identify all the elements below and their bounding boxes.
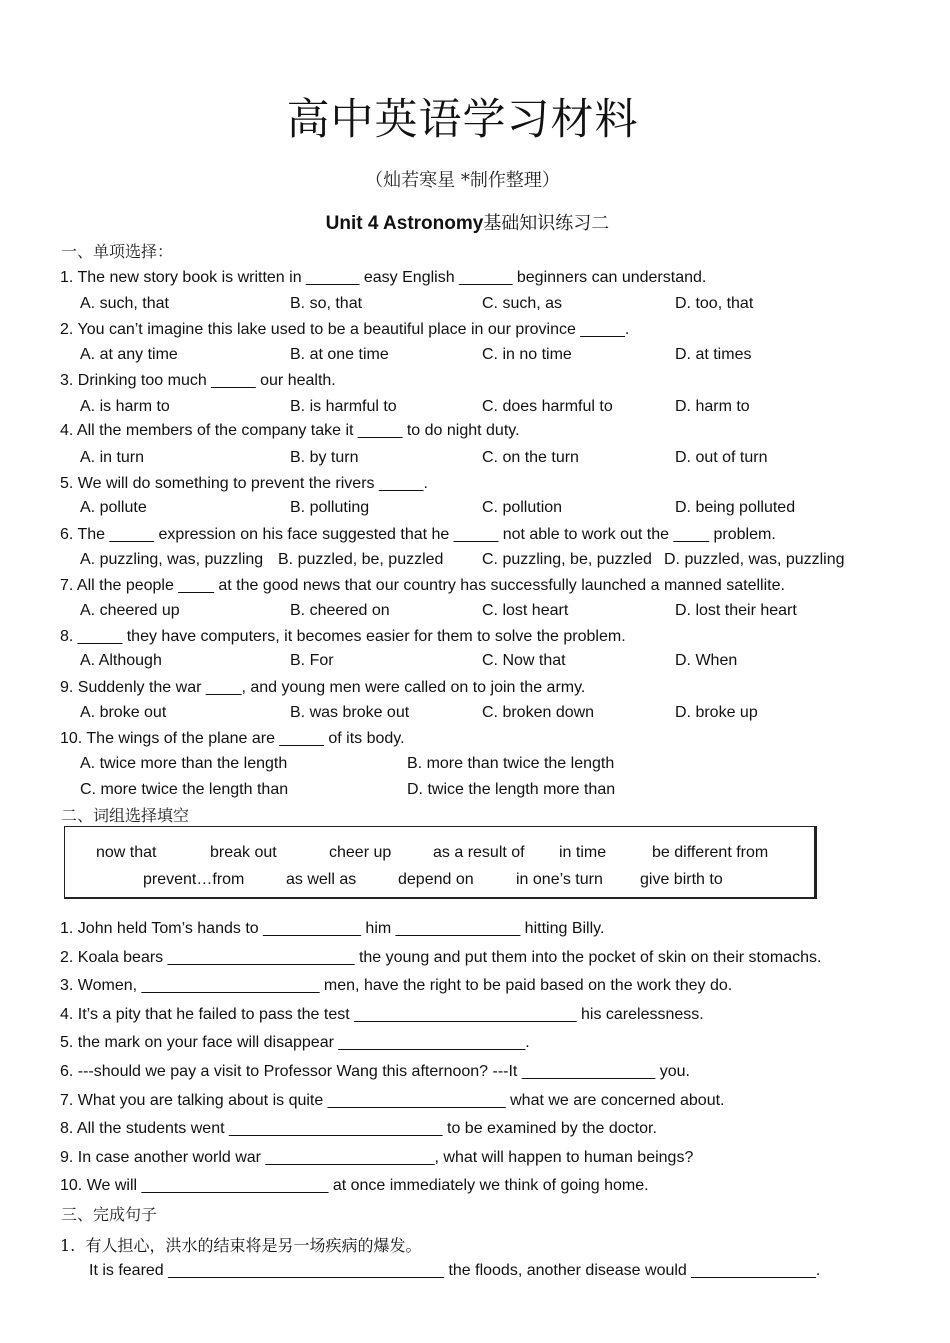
option-3b: B. is harmful to — [290, 398, 397, 415]
unit-title-cn: 基础知识练习二 — [483, 213, 610, 234]
complete-sentence-1-en: It is feared _______________________________ the floods, another disease would ______________. — [89, 1262, 821, 1279]
option-5b: B. polluting — [290, 499, 370, 516]
question-1: 1. The new story book is written in ______ easy English ______ beginners can understand. — [60, 269, 707, 286]
section2-heading: 二、词组选择填空 — [61, 806, 190, 825]
question-7: 7. All the people ____ at the good news that our country has successfully launched a manned satellite. — [60, 577, 785, 594]
question-8: 8. _____ they have computers, it becomes easier for them to solve the problem. — [60, 628, 626, 645]
unit-title-en: Unit 4 Astronomy — [325, 213, 484, 234]
question-3: 3. Drinking too much _____ our health. — [60, 372, 336, 389]
option-2b: B. at one time — [290, 346, 389, 363]
option-9b: B. was broke out — [290, 704, 410, 721]
phrase-give-birth-to: give birth to — [640, 871, 723, 888]
option-1a: A. such, that — [80, 295, 169, 312]
option-10d: D. twice the length more than — [407, 781, 616, 798]
option-4a: A. in turn — [80, 449, 145, 466]
option-1b: B. so, that — [290, 295, 363, 312]
fill-sentence-2: 2. Koala bears _____________________ the young and put them into the pocket of skin on their stomachs. — [60, 949, 822, 966]
phrase-now-that: now that — [96, 844, 157, 861]
option-10b: B. more than twice the length — [407, 755, 615, 772]
option-9a: A. broke out — [80, 704, 167, 721]
fill-sentence-10: 10. We will _____________________ at once immediately we think of going home. — [60, 1177, 649, 1194]
document-subtitle: （灿若寒星 *制作整理） — [365, 170, 560, 191]
fill-sentence-7: 7. What you are talking about is quite ____________________ what we are concerned about. — [60, 1092, 725, 1109]
fill-sentence-5: 5. the mark on your face will disappear _____________________. — [60, 1034, 530, 1051]
phrase-in-time: in time — [559, 844, 607, 861]
option-3a: A. is harm to — [80, 398, 170, 415]
option-1d: D. too, that — [675, 295, 754, 312]
fill-sentence-8: 8. All the students went ________________________ to be examined by the doctor. — [60, 1120, 657, 1137]
fill-sentence-4: 4. It’s a pity that he failed to pass the test _________________________ his carelessness. — [60, 1006, 704, 1023]
fill-sentence-6: 6. ---should we pay a visit to Professor Wang this afternoon? ---It _______________ you. — [60, 1063, 690, 1080]
question-4: 4. All the members of the company take it _____ to do night duty. — [60, 422, 520, 439]
question-2: 2. You can’t imagine this lake used to be a beautiful place in our province _____. — [60, 321, 630, 338]
phrase-as-a-result-of: as a result of — [433, 844, 525, 861]
phrase-cheer-up: cheer up — [329, 844, 392, 861]
option-6c: C. puzzling, be, puzzled — [482, 551, 652, 568]
option-7c: C. lost heart — [482, 602, 569, 619]
phrase-prevent-from: prevent…from — [143, 871, 245, 888]
question-5: 5. We will do something to prevent the rivers _____. — [60, 475, 428, 492]
option-9c: C. broken down — [482, 704, 595, 721]
phrase-be-different-from: be different from — [652, 844, 769, 861]
option-6b: B. puzzled, be, puzzled — [278, 551, 444, 568]
option-4c: C. on the turn — [482, 449, 579, 466]
phrase-depend-on: depend on — [398, 871, 474, 888]
option-3c: C. does harmful to — [482, 398, 613, 415]
option-7a: A. cheered up — [80, 602, 180, 619]
phrase-as-well-as: as well as — [286, 871, 357, 888]
option-2d: D. at times — [675, 346, 752, 363]
option-7d: D. lost their heart — [675, 602, 797, 619]
option-5c: C. pollution — [482, 499, 563, 516]
fill-sentence-9: 9. In case another world war ___________________, what will happen to human beings? — [60, 1149, 694, 1166]
option-8c: C. Now that — [482, 652, 566, 669]
question-10: 10. The wings of the plane are _____ of its body. — [60, 730, 405, 747]
option-8d: D. When — [675, 652, 738, 669]
option-7b: B. cheered on — [290, 602, 390, 619]
phrase-break-out: break out — [210, 844, 277, 861]
document-title: 高中英语学习材料 — [286, 95, 639, 145]
option-8a: A. Although — [80, 652, 162, 669]
section3-heading: 三、完成句子 — [61, 1205, 158, 1224]
option-2a: A. at any time — [80, 346, 178, 363]
option-8b: B. For — [290, 652, 334, 669]
fill-sentence-1: 1. John held Tom’s hands to ___________ him ______________ hitting Billy. — [60, 920, 605, 937]
option-4d: D. out of turn — [675, 449, 768, 466]
option-9d: D. broke up — [675, 704, 758, 721]
option-6a: A. puzzling, was, puzzling — [80, 551, 264, 568]
complete-sentence-1-cn: 1. 有人担心，洪水的结束将是另一场疾病的爆发。 — [60, 1236, 422, 1255]
option-3d: D. harm to — [675, 398, 750, 415]
question-6: 6. The _____ expression on his face suggested that he _____ not able to work out the ____ problem. — [60, 526, 776, 543]
option-6d: D. puzzled, was, puzzling — [664, 551, 845, 568]
phrase-in-ones-turn: in one’s turn — [516, 871, 603, 888]
option-5d: D. being polluted — [675, 499, 796, 516]
option-1c: C. such, as — [482, 295, 563, 312]
unit-title — [0, 209, 935, 235]
option-4b: B. by turn — [290, 449, 359, 466]
option-2c: C. in no time — [482, 346, 572, 363]
question-9: 9. Suddenly the war ____, and young men were called on to join the army. — [60, 679, 586, 696]
fill-sentence-3: 3. Women, ____________________ men, have the right to be paid based on the work they do. — [60, 977, 733, 994]
option-5a: A. pollute — [80, 499, 147, 516]
option-10a: A. twice more than the length — [80, 755, 288, 772]
option-10c: C. more twice the length than — [80, 781, 289, 798]
section1-heading: 一、单项选择： — [61, 242, 174, 261]
